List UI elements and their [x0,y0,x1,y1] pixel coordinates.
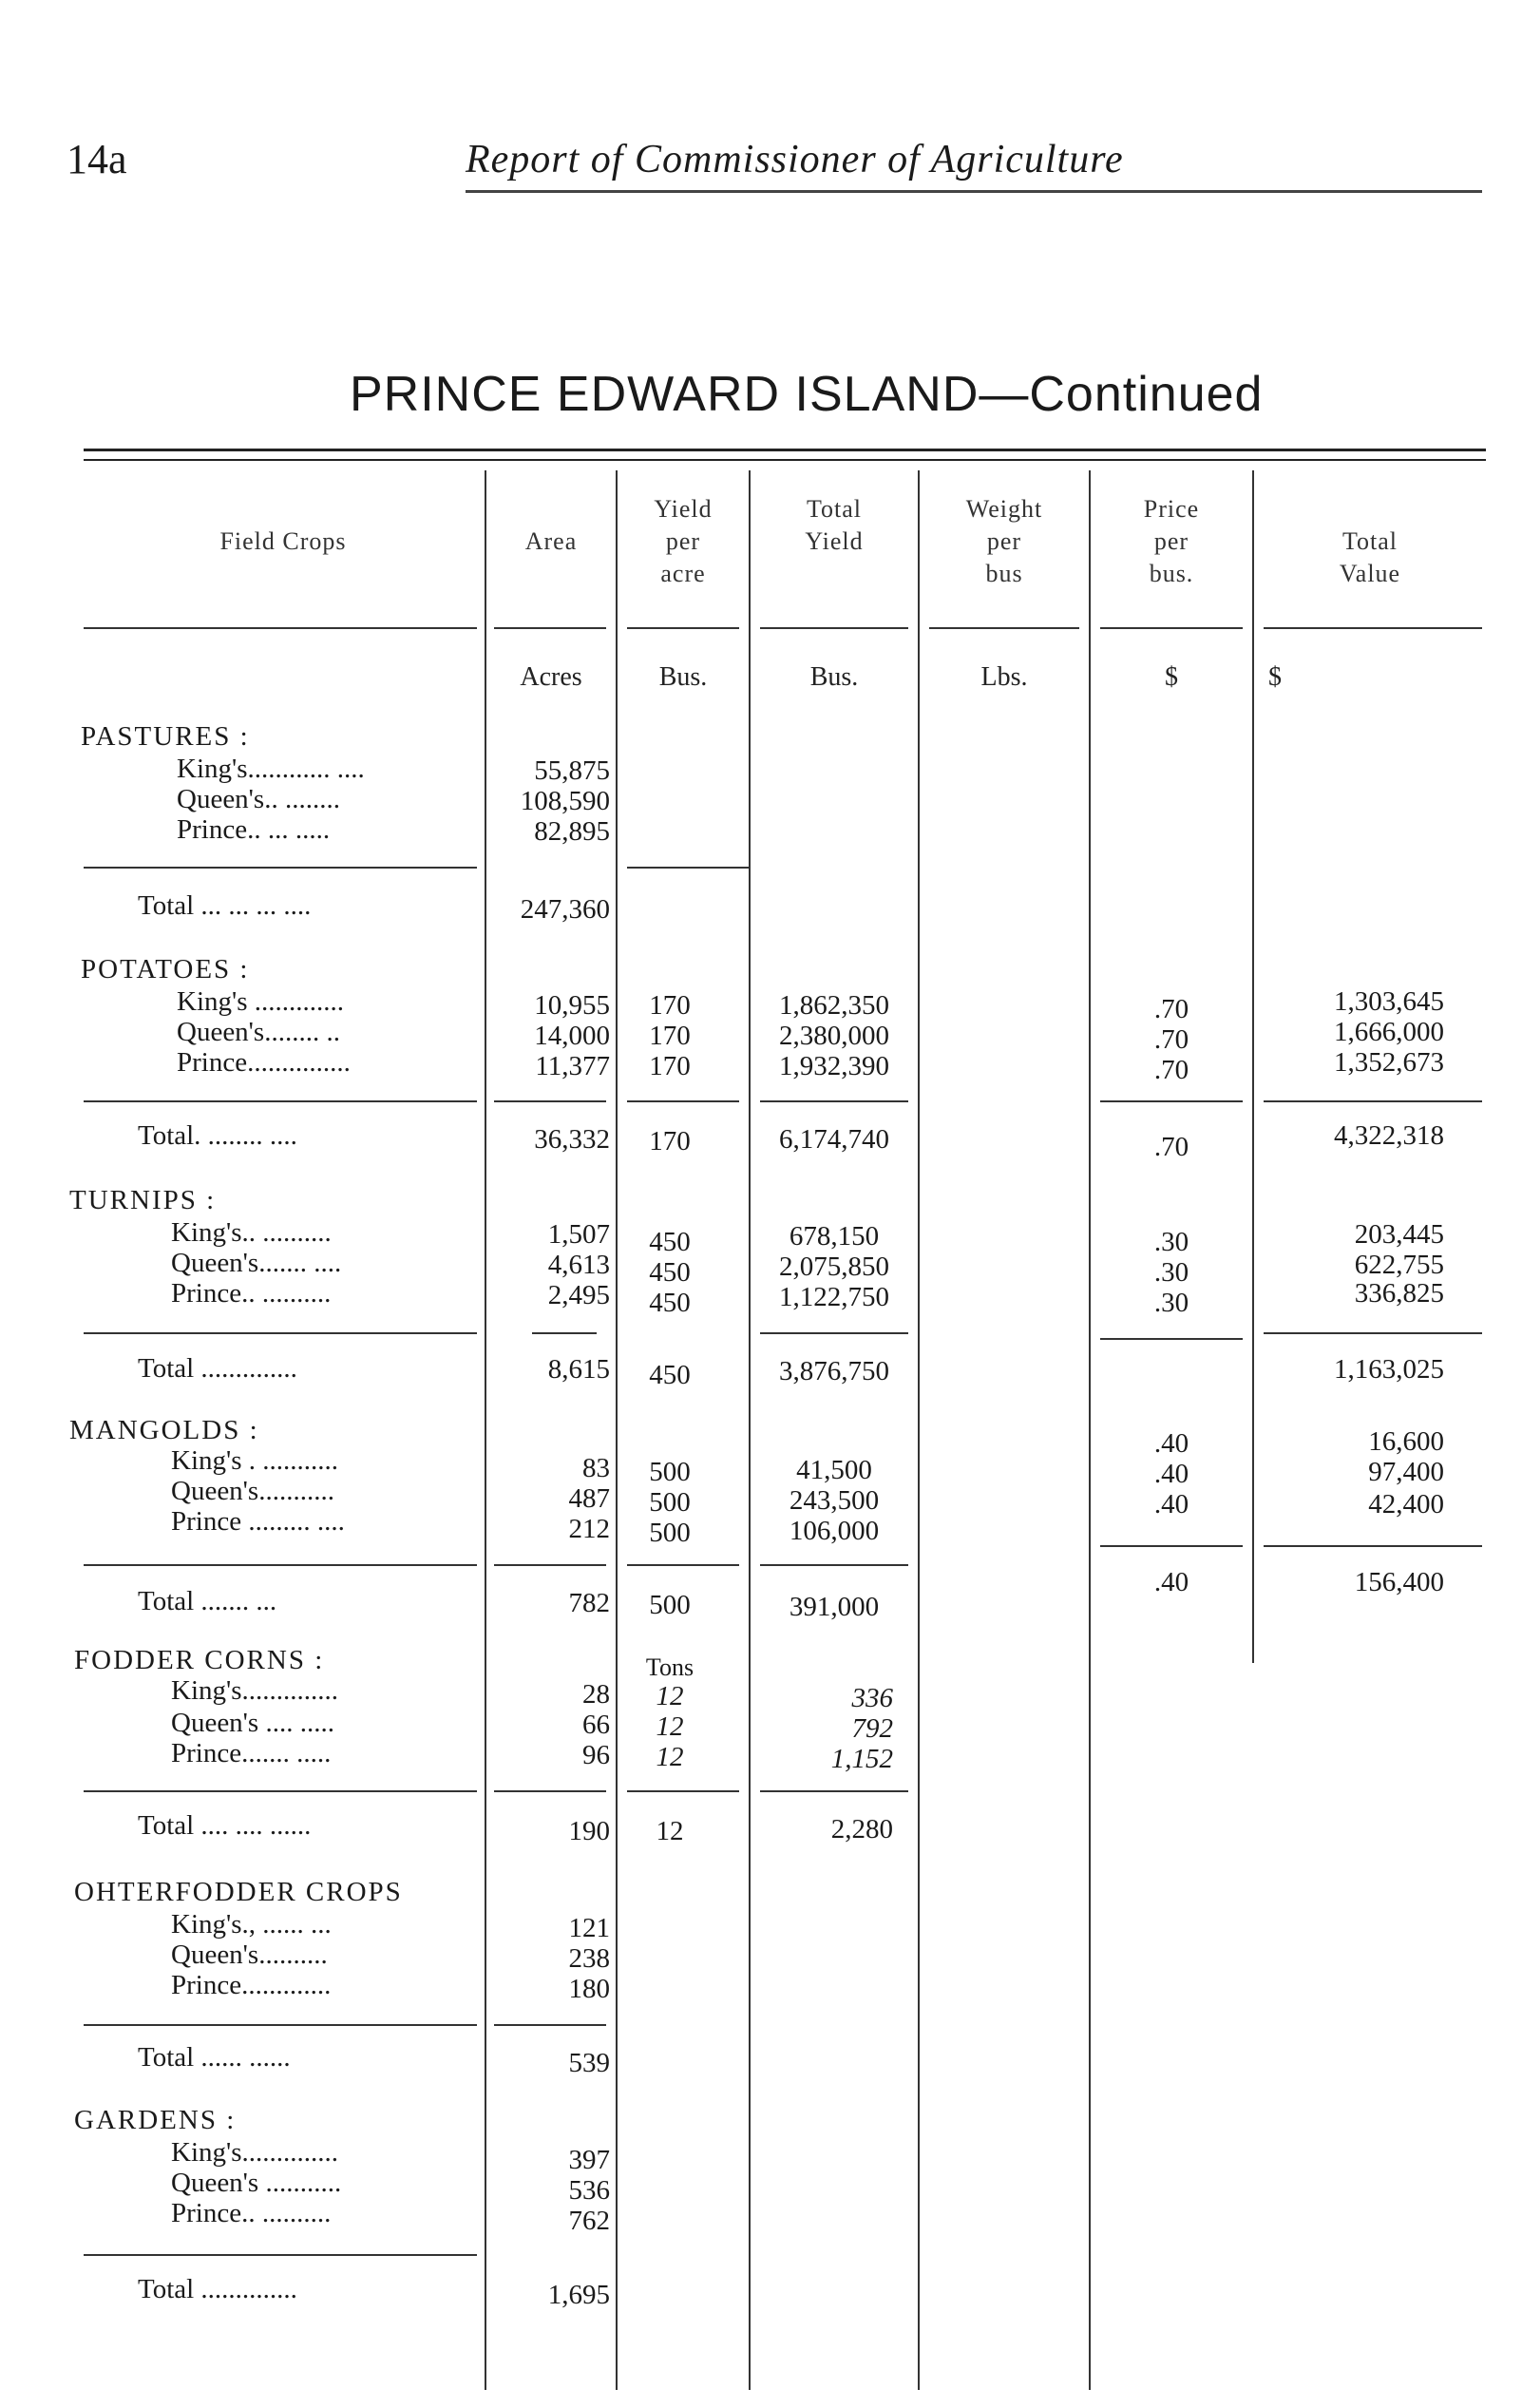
table-top-rule [84,449,1486,451]
total-yield-total: 2,280 [830,1814,893,1844]
value-total: 4,322,318 [1334,1120,1444,1151]
section-title: FODDER CORNS : [74,1645,325,1675]
area-cell: 180 [568,1974,610,2004]
price-cell: .70 [1153,1024,1189,1055]
subtotal-rule [627,1564,739,1566]
header-text: Total [1341,527,1398,555]
area-total: 247,360 [520,894,610,925]
area-cell: 536 [568,2175,610,2206]
area-cell: 66 [582,1710,610,1740]
yield-total: 450 [649,1360,691,1390]
total-yield-cell: 678,150 [789,1221,880,1252]
column-divider [918,470,920,2390]
area-cell: 83 [582,1453,610,1483]
yield-cell: 450 [649,1288,691,1318]
subtotal-rule [1264,1332,1482,1334]
yield-cell: 12 [656,1742,684,1772]
area-cell: 96 [582,1740,610,1770]
unit-price: $ [1165,662,1178,692]
subtotal-rule [1100,1545,1243,1547]
total-yield-cell: 336 [851,1683,893,1713]
header-text: per [1153,527,1189,555]
row-label: Prince.. .......... [171,2198,332,2228]
total-yield-cell: 243,500 [789,1485,880,1516]
yield-total: 12 [656,1816,684,1846]
subtotal-rule [494,2024,606,2026]
area-total: 782 [568,1588,610,1618]
subtotal-rule [84,1790,477,1792]
row-label: Prince.. .......... [171,1278,332,1309]
total-label: Total .... .... ...... [138,1810,312,1841]
page-title: PRINCE EDWARD ISLAND—Continued [350,367,1264,422]
unit-value: $ [1268,662,1282,692]
yield-cell: 170 [649,1051,691,1081]
yield-total: 500 [649,1590,691,1620]
subtotal-rule [760,1564,908,1566]
total-yield-total: 391,000 [789,1592,880,1622]
area-cell: 14,000 [534,1021,610,1051]
total-yield-cell: 792 [851,1713,893,1744]
subtotal-rule [84,1100,477,1102]
value-cell: 336,825 [1354,1278,1444,1309]
row-label: Prince ......... .... [171,1506,345,1537]
subtotal-rule [494,1790,606,1792]
section-title: POTATOES : [81,954,250,984]
area-cell: 762 [568,2206,610,2236]
header-text: bus. [1149,560,1194,587]
value-cell: 622,755 [1354,1250,1444,1280]
area-cell: 121 [568,1913,610,1943]
row-label: Prince............. [171,1970,332,2000]
value-cell: 16,600 [1368,1426,1444,1457]
yield-cell: 170 [649,1021,691,1051]
area-cell: 1,507 [547,1219,610,1250]
unit-total-yield: Bus. [809,662,859,692]
value-total: 1,163,025 [1334,1354,1444,1385]
header-text: acre [660,560,706,587]
value-cell: 203,445 [1354,1219,1444,1250]
header-rule [627,627,739,629]
price-total: .40 [1153,1567,1189,1597]
yield-cell: 12 [656,1681,684,1711]
total-yield-cell: 2,380,000 [779,1021,889,1051]
subtotal-rule [627,867,749,869]
total-label: Total ....... ... [138,1586,277,1616]
running-head-rule [466,190,1482,193]
row-label: Queen's.. ........ [177,784,340,814]
subtotal-rule [84,867,477,869]
price-cell: .30 [1153,1227,1189,1257]
subtotal-rule [760,1790,908,1792]
header-text: per [986,527,1022,555]
price-cell: .70 [1153,994,1189,1024]
header-rule [760,627,908,629]
header-rule [1100,627,1243,629]
header-yield-per-acre [618,493,749,590]
price-cell: .30 [1153,1257,1189,1288]
header-field-crops: Field Crops [219,527,347,555]
area-total: 190 [568,1816,610,1846]
row-label: Queen's........... [171,1476,334,1506]
total-label: Total ... ... ... .... [138,890,312,921]
row-label: King's ............. [177,986,345,1017]
row-label: Queen's .... ..... [171,1708,334,1738]
total-yield-cell: 2,075,850 [779,1252,889,1282]
total-label: Total ...... ...... [138,2042,291,2073]
subtotal-rule [1264,1100,1482,1102]
running-head: Report of Commissioner of Agriculture [466,138,1124,182]
price-total: .70 [1153,1132,1189,1162]
total-label: Total. ........ .... [138,1120,297,1151]
header-rule [929,627,1079,629]
subtotal-rule [494,1100,606,1102]
yield-cell: 500 [649,1518,691,1548]
area-cell: 10,955 [534,990,610,1021]
value-cell: 42,400 [1368,1489,1444,1519]
area-total: 1,695 [547,2280,610,2310]
price-cell: .40 [1153,1489,1189,1519]
area-total: 539 [568,2048,610,2078]
row-label: King's., ...... ... [171,1909,332,1940]
value-total: 156,400 [1354,1567,1444,1597]
area-cell: 11,377 [535,1051,610,1081]
price-cell: .40 [1153,1459,1189,1489]
total-yield-cell: 1,932,390 [779,1051,889,1081]
subtotal-rule [532,1332,597,1334]
header-text: Price [1143,495,1200,523]
subtotal-rule [84,1332,477,1334]
area-cell: 108,590 [520,786,610,816]
total-yield-cell: 1,152 [830,1744,893,1774]
row-label: King's............ .... [177,754,365,784]
unit-yield: Bus. [658,662,708,692]
header-rule [84,627,477,629]
price-cell: .70 [1153,1055,1189,1085]
yield-cell: 170 [649,990,691,1021]
header-text: per [665,527,701,555]
area-total: 8,615 [547,1354,610,1385]
header-weight-per-bus [920,493,1089,590]
subtotal-rule [84,2024,477,2026]
area-cell: 2,495 [547,1280,610,1310]
row-label: Queen's........ .. [177,1017,340,1047]
subtotal-rule [84,2254,477,2256]
section-title: PASTURES : [81,721,250,752]
header-text: Yield [805,527,864,555]
row-label: Queen's ........... [171,2168,342,2198]
yield-cell: 450 [649,1227,691,1257]
subtotal-rule [1100,1338,1243,1340]
price-cell: .30 [1153,1288,1189,1318]
subtotal-rule [760,1100,908,1102]
row-label: King's.. .......... [171,1217,332,1248]
row-label: King's.............. [171,1675,339,1706]
subtotal-rule [1264,1545,1482,1547]
value-cell: 1,352,673 [1334,1047,1444,1078]
row-label: King's . ........... [171,1445,339,1476]
section-title: GARDENS : [74,2105,237,2135]
total-label: Total .............. [138,2274,297,2304]
header-rule [494,627,606,629]
total-label: Total .............. [138,1353,297,1384]
subtotal-rule [760,1332,908,1334]
header-rule [1264,627,1482,629]
area-cell: 28 [582,1679,610,1710]
page-number: 14a [67,136,127,182]
total-yield-total: 3,876,750 [779,1356,889,1386]
unit-weight: Lbs. [980,662,1028,692]
yield-cell: 12 [656,1711,684,1742]
row-label: Queen's.......... [171,1940,328,1970]
section-title: MANGOLDS : [69,1415,259,1445]
header-text: Yield [654,495,713,523]
subtotal-rule [494,1564,606,1566]
section-title: TURNIPS : [69,1185,217,1215]
header-price-per-bus [1091,493,1252,590]
header-text: Total [806,495,863,523]
yield-total: 170 [649,1126,691,1156]
total-yield-cell: 1,862,350 [779,990,889,1021]
subtotal-rule [1100,1100,1243,1102]
section-title: OHTERFODDER CROPS [74,1877,403,1907]
column-divider [749,470,751,2390]
yield-cell: 500 [649,1457,691,1487]
price-cell: .40 [1153,1428,1189,1459]
area-total: 36,332 [534,1124,610,1155]
area-cell: 487 [568,1483,610,1514]
area-cell: 55,875 [534,755,610,786]
header-text: Value [1339,560,1401,587]
row-label: Prince............... [177,1047,351,1078]
total-yield-cell: 106,000 [789,1516,880,1546]
row-label: Prince....... ..... [171,1738,332,1768]
table-top-rule-inner [84,459,1486,461]
total-yield-cell: 41,500 [796,1455,872,1485]
area-cell: 212 [568,1514,610,1544]
total-yield-total: 6,174,740 [779,1124,889,1155]
header-total-yield [751,493,918,558]
row-label: Prince.. ... ..... [177,814,331,845]
yield-cell: 500 [649,1487,691,1518]
header-total-value [1254,526,1486,590]
area-cell: 4,613 [547,1250,610,1280]
area-cell: 82,895 [534,816,610,847]
value-cell: 1,303,645 [1334,986,1444,1017]
header-text: Weight [965,495,1043,523]
area-cell: 238 [568,1943,610,1974]
header-text: bus [985,560,1023,587]
header-area: Area [524,527,578,555]
value-cell: 97,400 [1368,1457,1444,1487]
row-label: Queen's....... .... [171,1248,342,1278]
unit-area: Acres [520,662,582,692]
total-yield-cell: 1,122,750 [779,1282,889,1312]
subtotal-rule [627,1790,739,1792]
row-label: King's.............. [171,2137,339,2168]
value-cell: 1,666,000 [1334,1017,1444,1047]
subtotal-rule [627,1100,739,1102]
area-cell: 397 [568,2145,610,2175]
column-divider [616,470,618,2390]
subtotal-rule [84,1564,477,1566]
unit-note-tons: Tons [645,1653,694,1681]
yield-cell: 450 [649,1257,691,1288]
